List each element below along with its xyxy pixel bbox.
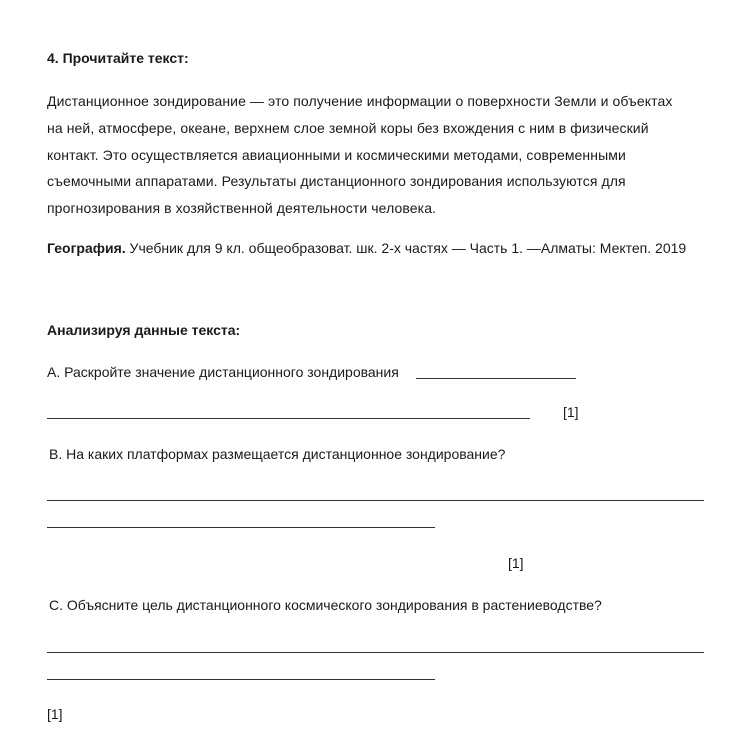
question-c-text: С. Объясните цель дистанционного космического зондирования в растениеводстве? — [49, 597, 602, 613]
answer-line-b-2[interactable] — [47, 527, 435, 528]
paragraph-line-5: прогнозирования в хозяйственной деятельности человека. — [47, 200, 437, 216]
answer-line-c-1[interactable] — [47, 652, 704, 653]
score-b: [1] — [508, 555, 524, 571]
source-text: Учебник для 9 кл. общеобразоват. шк. 2-х частях — Часть 1. —Алматы: Мектеп. 2019 — [125, 240, 687, 256]
analysis-heading: Анализируя данные текста: — [47, 322, 241, 338]
source-citation — [47, 240, 686, 256]
answer-line-a-2[interactable] — [47, 418, 530, 419]
answer-line-c-2[interactable] — [47, 679, 435, 680]
answer-line-b-1[interactable] — [47, 500, 704, 501]
source-label: География. — [47, 240, 126, 256]
score-c: [1] — [47, 706, 63, 722]
score-a: [1] — [563, 404, 579, 420]
task-heading: 4. Прочитайте текст: — [47, 50, 189, 66]
question-a-text: А. Раскройте значение дистанционного зондирования — [47, 364, 399, 380]
answer-line-a-1[interactable] — [416, 378, 576, 379]
question-b-text: В. На каких платформах размещается дистанционное зондирование? — [49, 446, 506, 462]
paragraph-line-4: съемочными аппаратами. Результаты дистанционного зондирования используются для — [47, 173, 626, 189]
paragraph-line-2: на ней, атмосфере, океане, верхнем слое земной коры без вхождения с ним в физический — [47, 120, 649, 136]
paragraph-line-1: Дистанционное зондирование — это получение информации о поверхности Земли и объектах — [47, 93, 673, 109]
paragraph-line-3: контакт. Это осуществляется авиационными и космическими методами, современными — [47, 147, 626, 163]
